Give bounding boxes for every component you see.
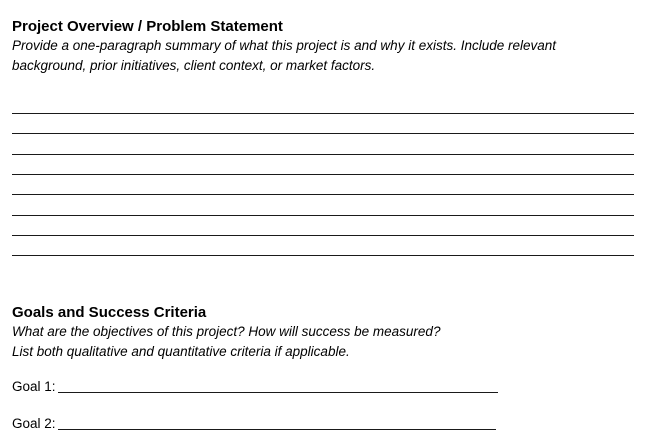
overview-title: Project Overview / Problem Statement [12, 18, 283, 35]
goals-title: Goals and Success Criteria [12, 304, 207, 321]
goals-description-line-1: What are the objectives of this project? How will success be measured? [12, 324, 441, 339]
overview-section [12, 17, 635, 75]
writing-line [12, 154, 634, 155]
goal-2-row[interactable] [12, 415, 496, 433]
goal-1-label: Goal 1: [12, 379, 56, 394]
goal-2-label: Goal 2: [12, 416, 56, 431]
writing-line [12, 113, 634, 114]
overview-description-line-2: background, prior initiatives, client context, or market factors. [12, 57, 376, 73]
writing-line [12, 235, 634, 236]
goal-1-row[interactable] [12, 378, 498, 396]
goal-2-answer-line[interactable] [58, 429, 496, 430]
writing-line [12, 174, 634, 175]
goals-description-line-2: List both qualitative and quantitative criteria if applicable. [12, 343, 350, 359]
writing-line [12, 255, 634, 256]
goals-section [12, 303, 635, 361]
writing-line [12, 133, 634, 134]
goal-1-answer-line[interactable] [58, 392, 498, 393]
writing-line [12, 215, 634, 216]
writing-line [12, 194, 634, 195]
overview-description-line-1: Provide a one-paragraph summary of what this project is and why it exists. Include relevant [12, 38, 557, 53]
